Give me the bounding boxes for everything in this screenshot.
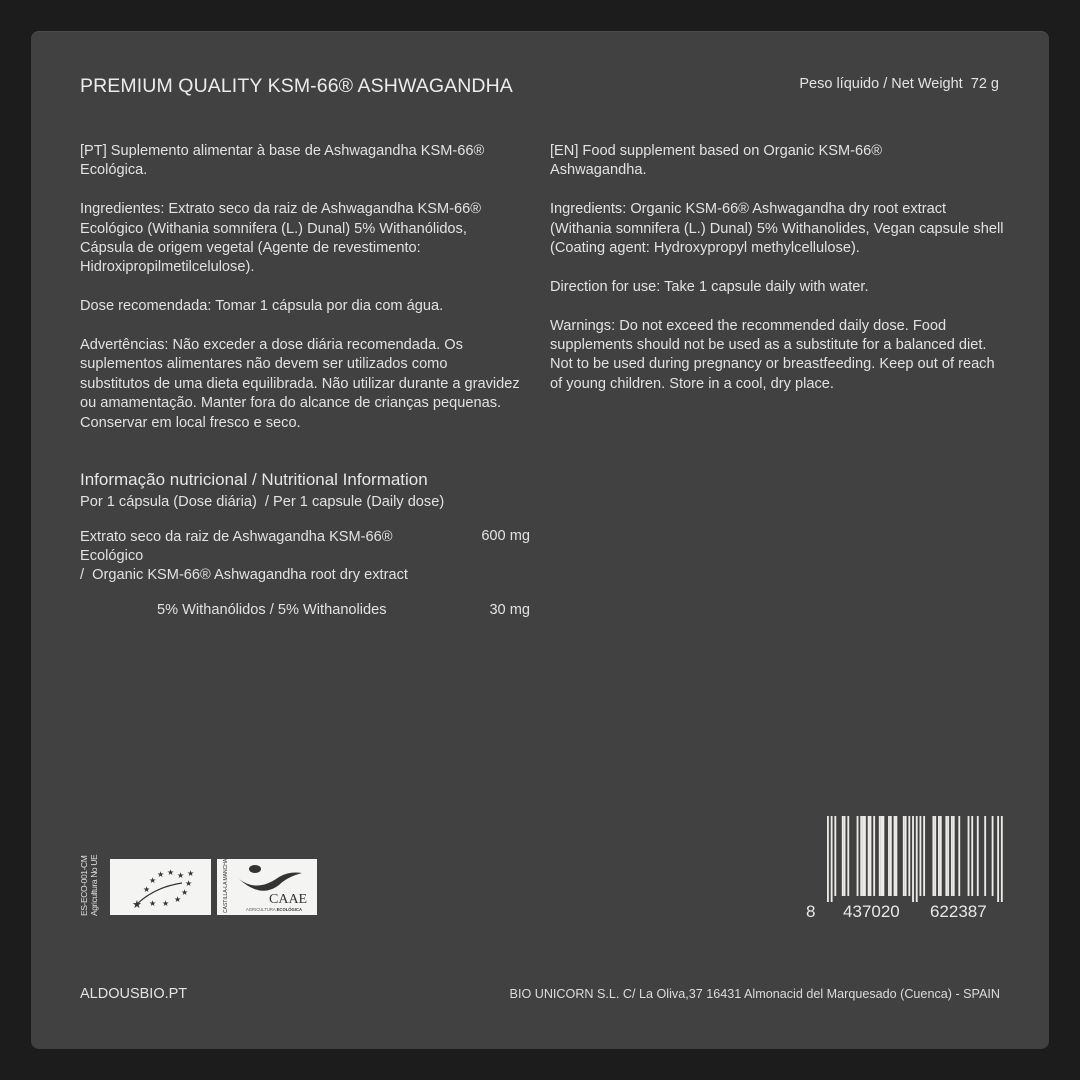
nutrition-row-withanolides-label: 5% Withanólidos / 5% Withanolides (157, 602, 387, 618)
pt-ingredients: Ingredientes: Extrato seco da raiz de Ashwagandha KSM-66® Ecológico (Withania somnifera (L.) Dunal) 5% Withanólidos, Cápsula de origem vegetal (Agente de revestimento: Hidroxipropilmetilcelulose). (80, 201, 481, 276)
net-weight: Peso líquido / Net Weight 72 g (799, 76, 999, 92)
svg-text:★: ★ (185, 879, 193, 888)
svg-text:CASTILLA-LA MANCHA: CASTILLA-LA MANCHA (223, 859, 229, 913)
caae-logo (217, 859, 317, 915)
eu-organic-logo (110, 859, 211, 915)
svg-text:★: ★ (174, 895, 182, 904)
svg-text:★: ★ (149, 876, 157, 885)
svg-text:★: ★ (187, 869, 195, 878)
svg-text:★: ★ (132, 898, 142, 911)
en-direction: Direction for use: Take 1 capsule daily with water. (550, 278, 869, 295)
svg-text:★: ★ (143, 885, 151, 894)
svg-text:★: ★ (177, 871, 185, 880)
company-address: BIO UNICORN S.L. C/ La Oliva,37 16431 Almonacid del Marquesado (Cuenca) - SPAIN (509, 987, 1000, 1001)
svg-text:★: ★ (157, 870, 165, 879)
pt-dose: Dose recomendada: Tomar 1 cápsula por dia com água. (80, 298, 444, 315)
ean13-barcode (804, 816, 1004, 920)
caae-swoosh-icon (217, 859, 317, 915)
en-ingredients: Ingredients: Organic KSM-66® Ashwagandha dry root extract (Withania somnifera (L.) Dunal) 5% Withanolides, Vegan capsule shell (Coating agent: Hydroxypropyl methylcellulose). (550, 201, 1004, 257)
en-warnings: Warnings: Do not exceed the recommended daily dose. Food supplements should not be used as a substitute for a balanced diet. Not to be used during pregnancy or breastfeeding. Keep out of reach of young children. Store in a cool, dry place. (550, 317, 995, 392)
svg-text:CAAE: CAAE (269, 892, 308, 907)
product-title: PREMIUM QUALITY KSM-66® ASHWAGANDHA (80, 75, 513, 97)
svg-text:622387: 622387 (929, 902, 987, 920)
svg-text:★: ★ (162, 899, 170, 908)
eu-leaf-icon (110, 859, 211, 915)
barcode-icon (804, 816, 1004, 920)
nutrition-title: Informação nutricional / Nutritional Information (80, 470, 428, 489)
certification-code (79, 854, 107, 916)
svg-text:8: 8 (806, 902, 816, 920)
svg-text:★: ★ (181, 888, 189, 897)
certification-code-text: ES-ECO-001-CM (79, 855, 89, 916)
svg-text:★: ★ (149, 899, 157, 908)
portuguese-column (80, 142, 520, 452)
svg-text:437020: 437020 (843, 902, 900, 920)
english-column (550, 142, 1005, 414)
svg-text:★: ★ (167, 868, 175, 877)
nutrition-row-withanolides-value: 30 mg (489, 602, 530, 618)
pt-intro: [PT] Suplemento alimentar à base de Ashwagandha KSM-66® Ecológica. (80, 143, 485, 179)
nutrition-row-extract-label: Extrato seco da raiz de Ashwagandha KSM-66® Ecológico (80, 529, 393, 565)
pt-warnings: Advertências: Não exceder a dose diária recomendada. Os suplementos alimentares não devem ser utilizados como substitutos de uma dieta equilibrada. Não utilizar durante a gravidez ou amamentação. Manter fora do alcance de crianças pequenas. Conservar em local fresco e seco. (80, 337, 520, 431)
nutrition-row-extract-label-en: / Organic KSM-66® Ashwagandha root dry extract (80, 567, 408, 583)
svg-text:AGRICULTURA ECOLÓGICA: AGRICULTURA ECOLÓGICA (246, 907, 302, 912)
website-link[interactable]: ALDOUSBIO.PT (80, 986, 188, 1002)
en-intro: [EN] Food supplement based on Organic KSM-66® Ashwagandha. (550, 143, 882, 179)
nutrition-subtitle: Por 1 cápsula (Dose diária) / Per 1 capsule (Daily dose) (80, 494, 445, 510)
certification-origin-text: Agricultura No UE (89, 854, 99, 916)
nutrition-row-extract-value: 600 mg (481, 528, 530, 544)
